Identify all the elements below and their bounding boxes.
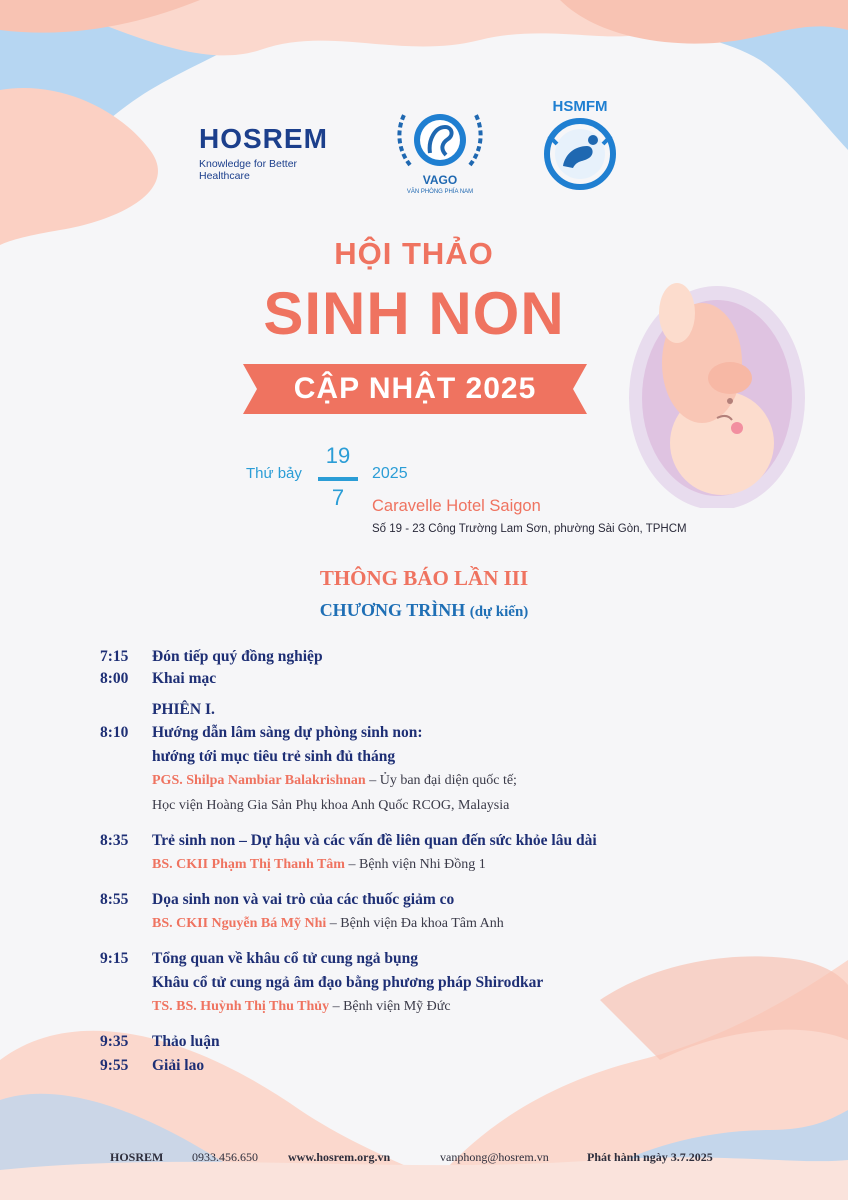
schedule-title: Khai mạc — [152, 670, 217, 687]
speaker-affiliation: – Ủy ban đại diện quốc tế; — [365, 773, 517, 788]
schedule-speaker — [152, 999, 451, 1015]
schedule-speaker — [152, 857, 486, 873]
venue-name: Caravelle Hotel Saigon — [372, 497, 541, 515]
speaker-name: BS. CKII Nguyễn Bá Mỹ Nhi — [152, 916, 327, 931]
footer-phone: 0933.456.650 — [192, 1150, 258, 1164]
title-line-1: HỘI THẢO — [334, 236, 494, 271]
schedule-speaker — [152, 916, 504, 932]
speaker-name: TS. BS. Huỳnh Thị Thu Thủy — [152, 999, 330, 1014]
title-line-2: SINH NON — [263, 280, 565, 347]
date-divider — [318, 477, 358, 481]
date-year: 2025 — [372, 465, 408, 482]
schedule-time: 8:35 — [100, 832, 129, 849]
speaker-affiliation: – Bệnh viện Mỹ Đức — [329, 999, 451, 1014]
schedule-title: Trẻ sinh non – Dự hậu và các vấn đề liên quan đến sức khỏe lâu dài — [152, 832, 597, 849]
schedule-time: 8:55 — [100, 891, 129, 908]
schedule-time: 8:00 — [100, 670, 129, 687]
hsmfm-logo — [535, 98, 625, 193]
speaker-affiliation: – Bệnh viện Đa khoa Tâm Anh — [326, 916, 504, 931]
vago-wordmark: VAGO — [422, 173, 458, 187]
session-label: PHIÊN I. — [152, 701, 215, 718]
footer-issued-date: Phát hành ngày 3.7.2025 — [587, 1150, 713, 1164]
schedule-speaker — [152, 773, 517, 789]
schedule-time: 9:15 — [100, 950, 129, 967]
speaker-name: PGS. Shilpa Nambiar Balakrishnan — [152, 773, 366, 788]
schedule-time: 9:35 — [100, 1033, 129, 1050]
schedule-title: Đón tiếp quý đồng nghiệp — [152, 648, 323, 665]
day-of-week: Thứ bảy — [246, 465, 302, 482]
notice-title: THÔNG BÁO LẦN III — [319, 566, 529, 590]
vago-logo — [390, 105, 490, 200]
program-title — [0, 600, 848, 621]
schedule-title: Dọa sinh non và vai trò của các thuốc giảm co — [152, 891, 455, 908]
hosrem-tagline: Knowledge for Better Healthcare — [199, 158, 298, 182]
speaker-affiliation-line-2: Học viện Hoàng Gia Sản Phụ khoa Anh Quốc RCOG, Malaysia — [152, 798, 510, 813]
hsmfm-emblem-icon — [535, 116, 625, 192]
schedule-time: 9:55 — [100, 1057, 129, 1074]
hosrem-logo-wordmark: HOSREM — [199, 123, 328, 154]
footer-website[interactable]: www.hosrem.org.vn — [288, 1150, 391, 1164]
venue-address: Số 19 - 23 Công Trường Lam Sơn, phường Sài Gòn, TPHCM — [372, 523, 687, 535]
speaker-affiliation: – Bệnh viện Nhi Đồng 1 — [344, 857, 486, 872]
date-day: 19 — [325, 443, 351, 468]
hsmfm-wordmark: HSMFM — [552, 98, 608, 115]
program-label: CHƯƠNG TRÌNH — [319, 600, 466, 620]
schedule-time: 8:10 — [100, 724, 129, 741]
banner-text: CẬP NHẬT 2025 — [293, 372, 537, 405]
schedule-title: Hướng dẫn lâm sàng dự phòng sinh non: — [152, 724, 423, 741]
vago-subtitle: VĂN PHÒNG PHÍA NAM — [406, 189, 474, 195]
vago-emblem-icon — [390, 105, 490, 175]
schedule-title: Tổng quan về khâu cổ tử cung ngả bụng — [152, 950, 419, 967]
title-banner — [243, 364, 587, 414]
hosrem-logo — [199, 124, 349, 182]
date-month: 7 — [331, 485, 345, 510]
schedule-title: Giải lao — [152, 1057, 205, 1074]
schedule-title-line-2: hướng tới mục tiêu trẻ sinh đủ tháng — [152, 748, 396, 765]
program-sublabel: (dự kiến) — [469, 604, 529, 620]
footer-email[interactable]: vanphong@hosrem.vn — [440, 1150, 549, 1164]
footer-org: HOSREM — [110, 1150, 164, 1164]
schedule-title: Thảo luận — [152, 1033, 220, 1050]
schedule-title-line-2: Khâu cổ tử cung ngả âm đạo bằng phương pháp Shirodkar — [152, 974, 544, 991]
schedule-time: 7:15 — [100, 648, 129, 665]
speaker-name: BS. CKII Phạm Thị Thanh Tâm — [152, 857, 345, 872]
